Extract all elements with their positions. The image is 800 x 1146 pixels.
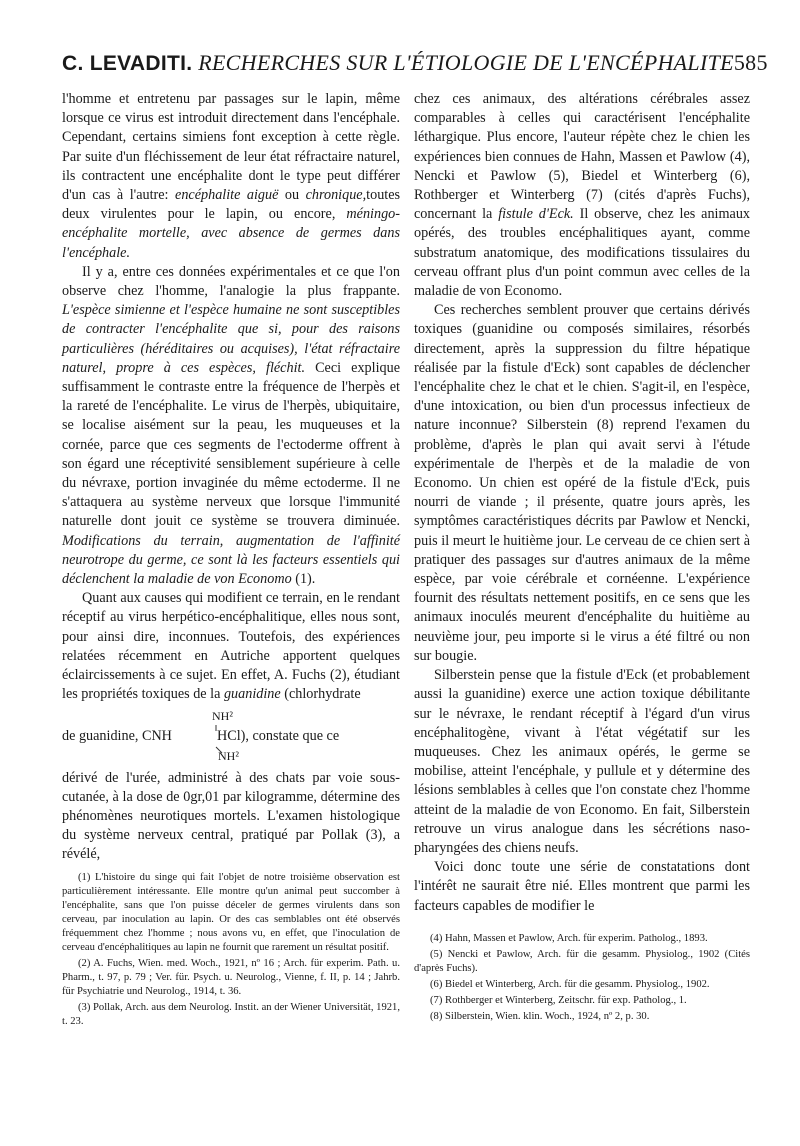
left-paragraph-2 [62, 263, 400, 589]
footnote-2: (2) A. Fuchs, Wien. med. Woch., 1921, nº 16 ; Arch. für experim. Path. u. Pharm., t. 97, p. 79 ; Ver. für. Psych. u. Neurolog., Vienne, f. II, p. 14 ; Jahrb. für Psychiatrie und Neurolog., 1914, t. 36. [62, 957, 400, 997]
footnote-1: (1) L'histoire du singe qui fait l'objet de notre troisième observation est particulièrement intéressante. Elle montre qu'un animal peut succomber à l'encéphalite, sans que l'on puisse déceler de germes virulents dans son cerveau, par inoculation au lapin. Or des cas semblables ont été observés fréquemment chez l'homme ; nous avons vu, en effet, que l'inoculation de cerveau d'encéphalitiques au lapin ne fournit que rarement un résultat positif. [62, 871, 400, 953]
right-column [414, 90, 750, 1026]
footnote-6: (6) Biedel et Winterberg, Arch. für die gesamm. Physiolog., 1902. [430, 978, 710, 990]
left-paragraph-1 [62, 90, 400, 263]
formula-top-group: NH² [212, 708, 233, 723]
guanidine-formula [62, 707, 400, 767]
text-run: chez ces animaux, des altérations cérébrales assez comparables à celles qui caractérisent l'encéphalite léthargique. Plus encore, l'auteur répète chez le chien les expériences bien connues de Hahn, Massen et Pawlow (4), Nencki et Pawlow (5), Biedel et Winterberg (6), Rothberger et Winterberg (7) (cités d'après Fuchs), concernant la [414, 91, 750, 223]
italic-run: Modifications du terrain, augmentation de l'affinité neurotrope du germe, ce sont là les facteurs essentiels qui déclenchent la maladie de von Economo [62, 532, 400, 588]
left-paragraph-4: dérivé de l'urée, administré à des chats par voie sous-cutanée, à la dose de 0gr,01 par kilogramme, détermine des phénomènes neurotiques mortels. L'examen histologique du système nerveux central, pratiqué par Pollak (3), a révélé, [62, 769, 400, 863]
text-run: l'homme et entretenu par passages sur le lapin, même lorsque ce virus est introduit directement dans l'encéphale. Cependant, certains simiens font exception à cette règle. Par suite d'un fléchissement de leur état réfractaire naturel, ils contractent une encéphalite dont le type peut différer d'un cas à l'autre: [62, 91, 400, 204]
left-column [62, 90, 400, 1031]
italic-run: encéphalite aiguë [175, 187, 279, 204]
right-paragraph-2: Ces recherches semblent prouver que certains dérivés toxiques (guanidine ou composés similaires, résorbés directement, après la suppression du filtre hépatique réalisée par la fistule d'Eck) sont capables de déclencher l'encéphalite chez le chat et le chien. S'agit-il, en l'espèce, d'une intoxication, ou bien d'un processus infectieux de nature inconnue? Silberstein (8) reprend l'examen du problème, d'après le plan qui avait servi à l'étude expérimentale de l'herpès et de la maladie de von Economo. Un chien est opéré de la fistule d'Eck, puis nourri de viande ; il présente, quatre jours après, les symptômes caractéristiques décrits par Pawlow et Nencki, puis il meurt le huitième jour. Le cerveau de ce chien sert à pratiquer des passages sur d'autres animaux de la même espèce, par voie cérébrale et cornéenne. L'expérience fournit des résultats nettement positifs, en ce sens que les animaux inoculés meurent d'encéphalite du huitième au neuvième jour, peu importe si le virus a été filtré ou non sur bougie. [414, 302, 750, 664]
italic-run: L'espèce simienne et l'espèce humaine ne sont susceptibles de contracter l'encéphalite que si, pour des raisons particulières (héréditaires ou acquises), l'état réfractaire naturel, propre à ces espèces, fléchit. [62, 302, 400, 376]
footnote-5: (5) Nencki et Pawlow, Arch. für die gesamm. Physiolog., 1902 (Cités d'après Fuchs). [414, 948, 750, 974]
left-footnotes [62, 871, 400, 1029]
footnote-8: (8) Silberstein, Wien. klin. Woch., 1924, nº 2, p. 30. [430, 1010, 650, 1022]
italic-run: fistule d'Eck. [498, 206, 574, 223]
text-run: (chlorhydrate [284, 686, 361, 703]
italic-run: chronique, [305, 187, 367, 204]
formula-line [62, 727, 400, 746]
left-paragraph-3 [62, 589, 400, 704]
text-run: Quant aux causes qui modifient ce terrain, en le rendant réceptif au virus herpético-encéphalitique, elles nous sont, pour ainsi dire, inconnues. Toutefois, des expériences relatées récemment en Autriche apportent quelques éclaircissements à ce sujet. En effet, A. Fuchs (2), étudiant les propriétés toxiques de la [62, 590, 400, 703]
header-author: C. LEVADITI. [62, 52, 193, 75]
text-run: Ceci explique suffisamment le contraste entre la fréquence de l'herpès et la rareté de l'encéphalite. Le virus de l'herpès, ubiquitaire, se localise aisément sur la peau, les muqueuses et la cornée, parce que ces segments de l'ectoderme offrent à son égard une réceptivité sensiblement supérieure à celle du névraxe, portion invaginée du même ectoderme. Il ne s'attaquera au système nerveux que lorsque l'immunité naturelle dont jouit ce système se trouvera diminuée. [62, 359, 400, 530]
italic-run: méningo-encéphalite mortelle, avec absence de germes dans l'encéphale. [62, 206, 400, 261]
page-number: 585 [733, 50, 768, 75]
formula-text: de guanidine, CNH [62, 727, 172, 744]
right-footnotes [414, 932, 750, 1024]
right-paragraph-3: Silberstein pense que la fistule d'Eck (et probablement aussi la guanidine) exerce une action toxique débilitante sur le névraxe, le rendant réceptif à l'égard d'un virus encéphalitogène, vivant à l'état végétatif sur les muqueuses. Chez les animaux opérés, le germe se mobilise, atteint l'encéphale, y pullule et y détermine des lésions semblables à celles que l'on constate chez l'homme atteint de la maladie de von Economo. En fait, Silberstein retrouve un virus analogue dans les sécrétions naso-pharyngées des chiens neufs. [414, 667, 750, 856]
text-run: ou [284, 187, 300, 204]
text-run: toutes deux virulentes pour le lapin, ou encore, [62, 187, 401, 223]
italic-run: guanidine [223, 686, 281, 703]
text-run: (1). [295, 571, 316, 588]
right-paragraph-1 [414, 90, 750, 301]
footnote-3: (3) Pollak, Arch. aus dem Neurolog. Instit. an der Wiener Universität, 1921, t. 23. [62, 1001, 400, 1027]
footnote-4: (4) Hahn, Massen et Pawlow, Arch. für experim. Patholog., 1893. [430, 932, 708, 944]
formula-text-hcl: HCl), constate que ce [217, 727, 340, 744]
text-run: Il observe, chez les animaux opérés, des troubles encéphalitiques ayant, comme substratum anatomique, des modifications tissulaires du cerveau offrant plus d'un point commun avec celles de la maladie de von Economo. [414, 206, 751, 300]
formula-bottom-group: NH² [218, 748, 239, 763]
right-paragraph-4: Voici donc toute une série de constatations dont l'intérêt ne saurait être nié. Elles montrent que parmi les facteurs capables de modifier le [414, 859, 750, 914]
running-header [62, 50, 768, 90]
text-run: Il y a, entre ces données expérimentales et ce que l'on observe chez l'homme, l'analogie la plus frappante. [62, 263, 400, 300]
header-title: RECHERCHES SUR L'ÉTIOLOGIE DE L'ENCÉPHALITE [198, 50, 734, 75]
footnote-7: (7) Rothberger et Winterberg, Zeitschr. für exp. Patholog., 1. [430, 994, 687, 1006]
